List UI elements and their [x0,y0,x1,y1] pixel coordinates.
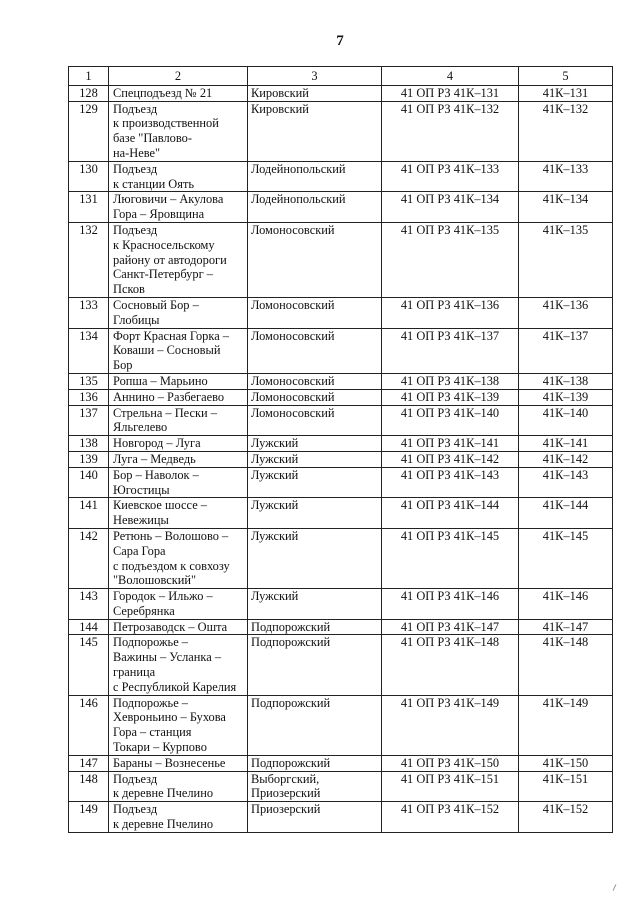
short-code-cell: 41К–152 [519,802,613,833]
road-name-line: Луга – Медведь [113,451,196,466]
road-name-line: Аннино – Разбегаево [113,389,225,404]
road-name-line: Городок – Ильжо – [113,589,213,604]
road-code-cell: 41 ОП РЗ 41К–146 [382,589,519,620]
short-code-cell: 41К–132 [519,101,613,161]
row-number-cell: 132 [69,222,109,297]
road-code-cell: 41 ОП РЗ 41К–141 [382,436,519,452]
road-name-line: Подъезд [113,802,158,817]
table-header-cell: 4 [382,67,519,86]
district-cell [248,619,382,635]
district-cell [248,297,382,328]
road-table [68,66,613,833]
road-code-cell: 41 ОП РЗ 41К–131 [382,85,519,101]
district-cell [248,389,382,405]
table-row [69,802,613,833]
road-name-line: Киевское шоссе – [113,498,207,513]
road-name-line: Подпорожье – [113,635,189,650]
district-cell [248,802,382,833]
district-line: Ломоносовский [251,297,335,312]
road-name-cell [109,451,248,467]
road-code-cell: 41 ОП РЗ 41К–152 [382,802,519,833]
road-name-cell [109,528,248,588]
road-name-line: Подпорожье – [113,695,189,710]
row-number-cell: 131 [69,192,109,223]
road-name-line: Форт Красная Горка – [113,328,230,343]
district-cell [248,498,382,529]
road-name-line: Сосновый Бор – [113,297,199,312]
road-name-cell [109,85,248,101]
road-code-cell: 41 ОП РЗ 41К–144 [382,498,519,529]
district-cell [248,192,382,223]
row-number-cell: 135 [69,373,109,389]
road-name-line: Ретюнь – Волошово – [113,528,229,543]
district-cell [248,85,382,101]
row-number-cell: 128 [69,85,109,101]
road-name-cell [109,755,248,771]
table-header-cell: 3 [248,67,382,86]
district-line: Выборгский, [251,771,320,786]
district-line: Лодейнопольский [251,192,346,207]
road-name-line: Сара Гора [113,543,166,558]
road-code-cell: 41 ОП РЗ 41К–147 [382,619,519,635]
table-row [69,589,613,620]
district-cell [248,101,382,161]
district-line: Лужский [251,498,299,513]
district-line: Ломоносовский [251,328,335,343]
short-code-cell: 41К–137 [519,328,613,373]
short-code-cell: 41К–131 [519,85,613,101]
table-row [69,771,613,802]
road-name-cell [109,192,248,223]
road-name-line: к Красносельскому [113,237,215,252]
table-header-row [69,67,613,86]
table-row [69,451,613,467]
road-name-line: Яльгелево [113,420,168,435]
road-code-cell: 41 ОП РЗ 41К–142 [382,451,519,467]
district-line: Подпорожский [251,695,331,710]
row-number-cell: 130 [69,161,109,192]
road-name-line: Бараны – Вознесенье [113,755,226,770]
short-code-cell: 41К–149 [519,695,613,755]
road-name-line: Важины – Усланка – [113,650,222,665]
district-cell [248,528,382,588]
road-code-cell: 41 ОП РЗ 41К–138 [382,373,519,389]
road-name-line: на-Неве" [113,145,161,160]
road-code-cell: 41 ОП РЗ 41К–137 [382,328,519,373]
short-code-cell: 41К–146 [519,589,613,620]
row-number-cell: 144 [69,619,109,635]
road-name-cell [109,161,248,192]
row-number-cell: 139 [69,451,109,467]
road-code-cell: 41 ОП РЗ 41К–132 [382,101,519,161]
short-code-cell: 41К–143 [519,467,613,498]
scan-artifact-mark [613,884,617,891]
district-line: Лужский [251,467,299,482]
table-row [69,85,613,101]
road-code-cell: 41 ОП РЗ 41К–136 [382,297,519,328]
road-name-cell [109,695,248,755]
district-cell [248,635,382,695]
road-name-line: к производственной [113,116,219,131]
road-name-line: граница [113,665,156,680]
road-code-cell: 41 ОП РЗ 41К–151 [382,771,519,802]
district-line: Ломоносовский [251,389,335,404]
row-number-cell: 147 [69,755,109,771]
row-number-cell: 149 [69,802,109,833]
road-name-cell [109,389,248,405]
road-code-cell: 41 ОП РЗ 41К–139 [382,389,519,405]
district-cell [248,222,382,297]
road-name-line: Югостицы [113,482,170,497]
road-code-cell: 41 ОП РЗ 41К–149 [382,695,519,755]
road-table-body [69,85,613,832]
district-cell [248,328,382,373]
district-line: Ломоносовский [251,405,335,420]
road-name-cell [109,498,248,529]
row-number-cell: 142 [69,528,109,588]
row-number-cell: 137 [69,405,109,436]
short-code-cell: 41К–142 [519,451,613,467]
district-cell [248,451,382,467]
row-number-cell: 138 [69,436,109,452]
road-code-cell: 41 ОП РЗ 41К–133 [382,161,519,192]
short-code-cell: 41К–134 [519,192,613,223]
short-code-cell: 41К–138 [519,373,613,389]
table-row [69,635,613,695]
table-row [69,161,613,192]
road-name-line: к деревне Пчелино [113,786,214,801]
short-code-cell: 41К–151 [519,771,613,802]
road-name-line: Санкт-Петербург – [113,267,213,282]
table-row [69,192,613,223]
table-row [69,101,613,161]
road-name-line: Подъезд [113,771,158,786]
table-header-cell: 2 [109,67,248,86]
road-name-line: Спецподъезд № 21 [113,85,213,100]
road-name-line: к станции Оять [113,176,195,191]
road-name-cell [109,101,248,161]
road-name-line: базе "Павлово- [113,131,192,146]
district-line: Лужский [251,436,299,451]
road-name-line: Петрозаводск – Ошта [113,619,228,634]
table-row [69,467,613,498]
road-name-line: Невежицы [113,513,169,528]
road-name-cell [109,297,248,328]
road-name-line: с Республикой Карелия [113,679,237,694]
table-row [69,528,613,588]
short-code-cell: 41К–144 [519,498,613,529]
short-code-cell: 41К–133 [519,161,613,192]
short-code-cell: 41К–141 [519,436,613,452]
road-name-line: Глобицы [113,312,160,327]
road-code-cell: 41 ОП РЗ 41К–143 [382,467,519,498]
road-code-cell: 41 ОП РЗ 41К–140 [382,405,519,436]
road-name-line: Стрельна – Пески – [113,405,217,420]
road-name-line: Гора – станция [113,725,192,740]
short-code-cell: 41К–147 [519,619,613,635]
district-line: Лодейнопольский [251,161,346,176]
row-number-cell: 148 [69,771,109,802]
short-code-cell: 41К–135 [519,222,613,297]
road-name-line: Подъезд [113,222,158,237]
road-name-cell [109,373,248,389]
table-row [69,328,613,373]
district-line: Лужский [251,589,299,604]
short-code-cell: 41К–139 [519,389,613,405]
short-code-cell: 41К–148 [519,635,613,695]
road-name-cell [109,771,248,802]
road-name-line: Новгород – Луга [113,436,201,451]
district-line: Ломоносовский [251,373,335,388]
road-name-cell [109,436,248,452]
table-row [69,389,613,405]
district-cell [248,436,382,452]
district-cell [248,373,382,389]
road-code-cell: 41 ОП РЗ 41К–148 [382,635,519,695]
district-line: Приозерский [251,802,321,817]
district-cell [248,589,382,620]
table-row [69,619,613,635]
road-name-line: Бор [113,358,133,373]
district-line: Лужский [251,451,299,466]
row-number-cell: 146 [69,695,109,755]
road-name-line: Хевроньино – Бухова [113,710,226,725]
short-code-cell: 41К–150 [519,755,613,771]
table-row [69,755,613,771]
road-code-cell: 41 ОП РЗ 41К–150 [382,755,519,771]
road-name-line: Гора – Яровщина [113,207,205,222]
table-row [69,373,613,389]
district-cell [248,467,382,498]
road-name-line: Псков [113,282,145,297]
table-row [69,498,613,529]
district-line: Ломоносовский [251,222,335,237]
district-cell [248,695,382,755]
row-number-cell: 134 [69,328,109,373]
district-cell [248,405,382,436]
row-number-cell: 133 [69,297,109,328]
short-code-cell: 41К–136 [519,297,613,328]
table-row [69,297,613,328]
table-row [69,405,613,436]
road-name-line: Люговичи – Акулова [113,192,224,207]
road-name-cell [109,328,248,373]
district-cell [248,771,382,802]
road-name-line: Ропша – Марьино [113,373,208,388]
district-line: Лужский [251,528,299,543]
road-code-cell: 41 ОП РЗ 41К–135 [382,222,519,297]
row-number-cell: 145 [69,635,109,695]
table-header-cell: 1 [69,67,109,86]
road-name-line: Бор – Наволок – [113,467,199,482]
road-name-line: Подъезд [113,101,158,116]
short-code-cell: 41К–145 [519,528,613,588]
table-row [69,222,613,297]
road-name-line: району от автодороги [113,252,227,267]
road-name-line: к деревне Пчелино [113,817,214,832]
row-number-cell: 143 [69,589,109,620]
district-line: Приозерский [251,786,321,801]
district-line: Кировский [251,101,309,116]
road-code-cell: 41 ОП РЗ 41К–134 [382,192,519,223]
table-header-cell: 5 [519,67,613,86]
road-name-line: Подъезд [113,161,158,176]
road-name-line: Серебрянка [113,603,175,618]
page-number: 7 [336,33,344,49]
road-name-cell [109,635,248,695]
district-cell [248,755,382,771]
road-name-cell [109,222,248,297]
row-number-cell: 141 [69,498,109,529]
road-name-cell [109,589,248,620]
road-name-cell [109,467,248,498]
road-name-line: с подъездом к совхозу [113,558,230,573]
district-line: Кировский [251,85,309,100]
road-name-line: "Волошовский" [113,573,197,588]
district-line: Подпорожский [251,755,331,770]
road-name-cell [109,405,248,436]
district-line: Подпорожский [251,635,331,650]
road-name-cell [109,802,248,833]
table-row [69,436,613,452]
district-cell [248,161,382,192]
short-code-cell: 41К–140 [519,405,613,436]
road-name-cell [109,619,248,635]
row-number-cell: 136 [69,389,109,405]
road-code-cell: 41 ОП РЗ 41К–145 [382,528,519,588]
road-name-line: Токари – Курпово [113,740,207,755]
row-number-cell: 129 [69,101,109,161]
district-line: Подпорожский [251,619,331,634]
road-name-line: Коваши – Сосновый [113,343,221,358]
row-number-cell: 140 [69,467,109,498]
table-row [69,695,613,755]
